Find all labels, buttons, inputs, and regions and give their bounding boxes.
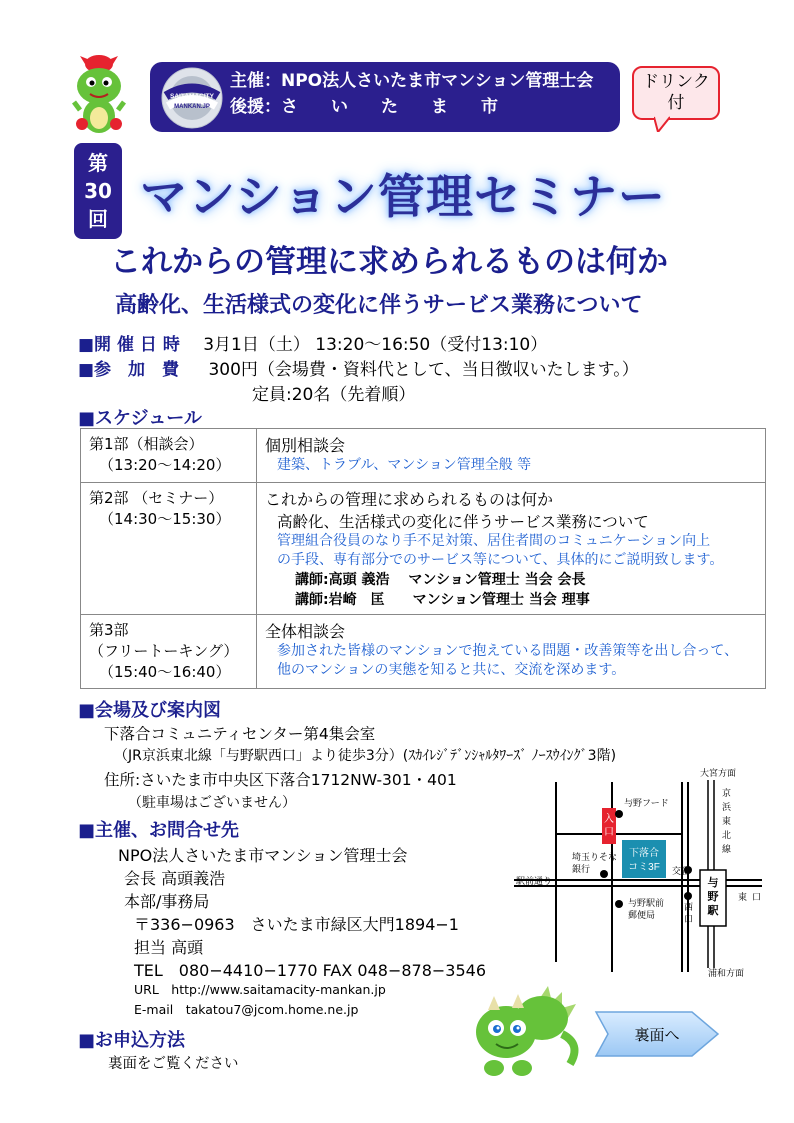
venue-heading: ■会場及び案内図	[78, 700, 222, 721]
session3-label2: （フリートーキング）	[89, 642, 239, 660]
map-west-2: 口	[684, 914, 694, 924]
fee-label: ■参 加 費	[78, 360, 180, 380]
map-resona-2: 銀行	[572, 864, 591, 874]
drink-line1: ドリンク	[642, 72, 710, 92]
map-koban: 交番	[672, 866, 691, 876]
contact-url[interactable]: URL http://www.saitamacity-mankan.jp	[134, 982, 386, 997]
session2-time: （14:30〜15:30）	[99, 510, 231, 528]
sub-heading: 高齢化、生活様式の変化に伴うサービス業務について	[115, 293, 643, 318]
lecturer-2: 講師:岩崎 匡 マンション管理士 当会 理事	[295, 592, 590, 608]
contact-tel: TEL 080−4410−1770 FAX 048−878−3546	[134, 961, 487, 980]
session3-label: 第3部	[89, 621, 129, 639]
map-station-1: 与	[707, 877, 719, 889]
session2-subtitle: 高齢化、生活様式の変化に伴うサービス業務について	[277, 513, 649, 531]
apply-heading: ■お申込方法	[78, 1030, 186, 1051]
map-line-2: 浜	[722, 802, 732, 812]
back-page-label[interactable]: 裏面へ	[634, 1026, 680, 1044]
seminar-title: マンション管理セミナー	[140, 170, 666, 225]
mascot-character-icon	[66, 52, 132, 136]
lecturer-1: 講師:高頭 義浩 マンション管理士 当会 会長	[295, 572, 586, 588]
contact-postal: 〒336−0963 さいたま市緑区大門1894−1	[134, 915, 459, 934]
support-line	[230, 94, 610, 120]
map-ekimae: 駅前通り	[516, 876, 553, 886]
date-row	[78, 330, 547, 355]
table-row	[81, 615, 766, 689]
edition-badge	[74, 143, 122, 239]
session3-desc2: 他のマンションの実態を知ると共に、交流を深めます。	[277, 662, 626, 678]
map-center-1: 下落合	[629, 848, 659, 859]
map-entrance-2: 口	[604, 827, 614, 838]
speech-tail-icon	[654, 116, 670, 132]
venue-name: 下落合コミュニティセンター第4集会室	[104, 725, 376, 743]
session3-desc1: 参加された皆様のマンションで抱えている問題・改善策等を出し合って、	[277, 643, 739, 659]
session3-label-cell	[81, 615, 257, 689]
access-map	[512, 762, 774, 982]
venue-address: 住所:さいたま市中央区下落合1712NW-301・401	[104, 771, 457, 789]
map-post-2: 郵便局	[628, 910, 656, 920]
session2-label: 第2部 （セミナー）	[89, 489, 224, 507]
map-station-2: 野	[707, 891, 719, 903]
session2-desc1: 管理組合役員のなり手不足対策、居住者間のコミュニケーション向上	[277, 533, 711, 549]
map-yono-food: 与野フード	[624, 798, 669, 808]
edition-line1: 第	[88, 151, 108, 175]
contact-office: 本部/事務局	[124, 892, 210, 911]
main-heading: これからの管理に求められるものは何か	[110, 244, 668, 280]
map-line-1: 京	[722, 788, 732, 798]
logo-text-bottom: MANKAN.JP	[174, 104, 210, 110]
map-station-3: 駅	[707, 905, 719, 917]
capacity-value: 定員:20名（先着順）	[252, 385, 416, 405]
session1-desc: 建築、トラブル、マンション管理全般 等	[277, 457, 532, 473]
organizer-line: 主催：NPO法人さいたま市マンション管理士会	[230, 71, 594, 91]
session1-label: 第1部（相談会）	[89, 435, 204, 453]
contact-president: 会長 高頭義浩	[124, 869, 226, 888]
venue-access: （JR京浜東北線「与野駅西口」より徒歩3分）(ｽｶｲﾚｼﾞﾃﾞﾝｼｬﾙﾀﾜｰｽﾞ ﾉｰｽｳｲﾝｸﾞ3階)	[114, 748, 617, 764]
contact-org: NPO法人さいたま市マンション管理士会	[118, 846, 408, 865]
fee-row	[78, 355, 639, 380]
apply-text: 裏面をご覧ください	[108, 1056, 239, 1072]
session3-title: 全体相談会	[265, 622, 346, 641]
session2-desc2: の手段、専有部分でのサービス等について、具体的にご説明致します。	[277, 552, 724, 568]
session2-detail-cell	[257, 483, 766, 615]
support-label: 後援：	[230, 97, 281, 117]
session1-time: （13:20〜14:20）	[99, 456, 231, 474]
schedule-table	[80, 428, 766, 689]
map-line-4: 北	[722, 830, 732, 840]
session2-title: これからの管理に求められるものは何か	[265, 490, 554, 509]
map-resona-1: 埼玉りそな	[572, 852, 618, 862]
session3-time: （15:40〜16:40）	[99, 663, 231, 681]
table-row	[81, 483, 766, 615]
contact-person: 担当 高頭	[134, 938, 204, 957]
session3-detail-cell	[257, 615, 766, 689]
map-east-2: 口	[752, 892, 762, 902]
map-line-5: 線	[722, 844, 732, 854]
map-line-3: 東	[722, 816, 732, 826]
session1-label-cell	[81, 429, 257, 483]
map-west-1: 西	[684, 902, 694, 912]
dragon-mascot-icon	[466, 984, 586, 1080]
capacity-row	[252, 380, 415, 405]
session2-label-cell	[81, 483, 257, 615]
venue-parking: （駐車場はございません）	[128, 795, 296, 811]
drink-line2: 付	[667, 93, 685, 113]
table-row	[81, 429, 766, 483]
map-omiya: 大宮方面	[700, 768, 737, 778]
contact-heading: ■主催、お問合せ先	[78, 820, 240, 841]
saitamacity-mankan-logo	[160, 66, 224, 130]
drink-included-badge	[632, 66, 720, 120]
organizer-text	[230, 68, 610, 120]
schedule-heading: ■スケジュール	[78, 408, 202, 429]
contact-email[interactable]: E-mail takatou7@jcom.home.ne.jp	[134, 1002, 359, 1017]
support-value: さいたま市	[281, 97, 531, 117]
map-center-2: コミ3F	[628, 862, 660, 873]
session1-detail-cell	[257, 429, 766, 483]
date-label: ■開 催 日 時	[78, 335, 180, 355]
edition-line3: 回	[88, 207, 108, 231]
map-post-1: 与野駅前	[628, 898, 665, 908]
fee-value: 300円（会場費・資料代として、当日徴収いたします。）	[208, 360, 639, 380]
logo-text-top: SAITAMACITY	[170, 93, 214, 100]
session1-title: 個別相談会	[265, 436, 346, 455]
map-urawa: 浦和方面	[708, 968, 745, 978]
map-entrance-1: 入	[604, 814, 614, 825]
date-value: 3月1日（土） 13:20〜16:50（受付13:10）	[203, 335, 548, 355]
map-east-1: 東	[738, 892, 748, 902]
edition-line2: 30	[84, 179, 112, 203]
